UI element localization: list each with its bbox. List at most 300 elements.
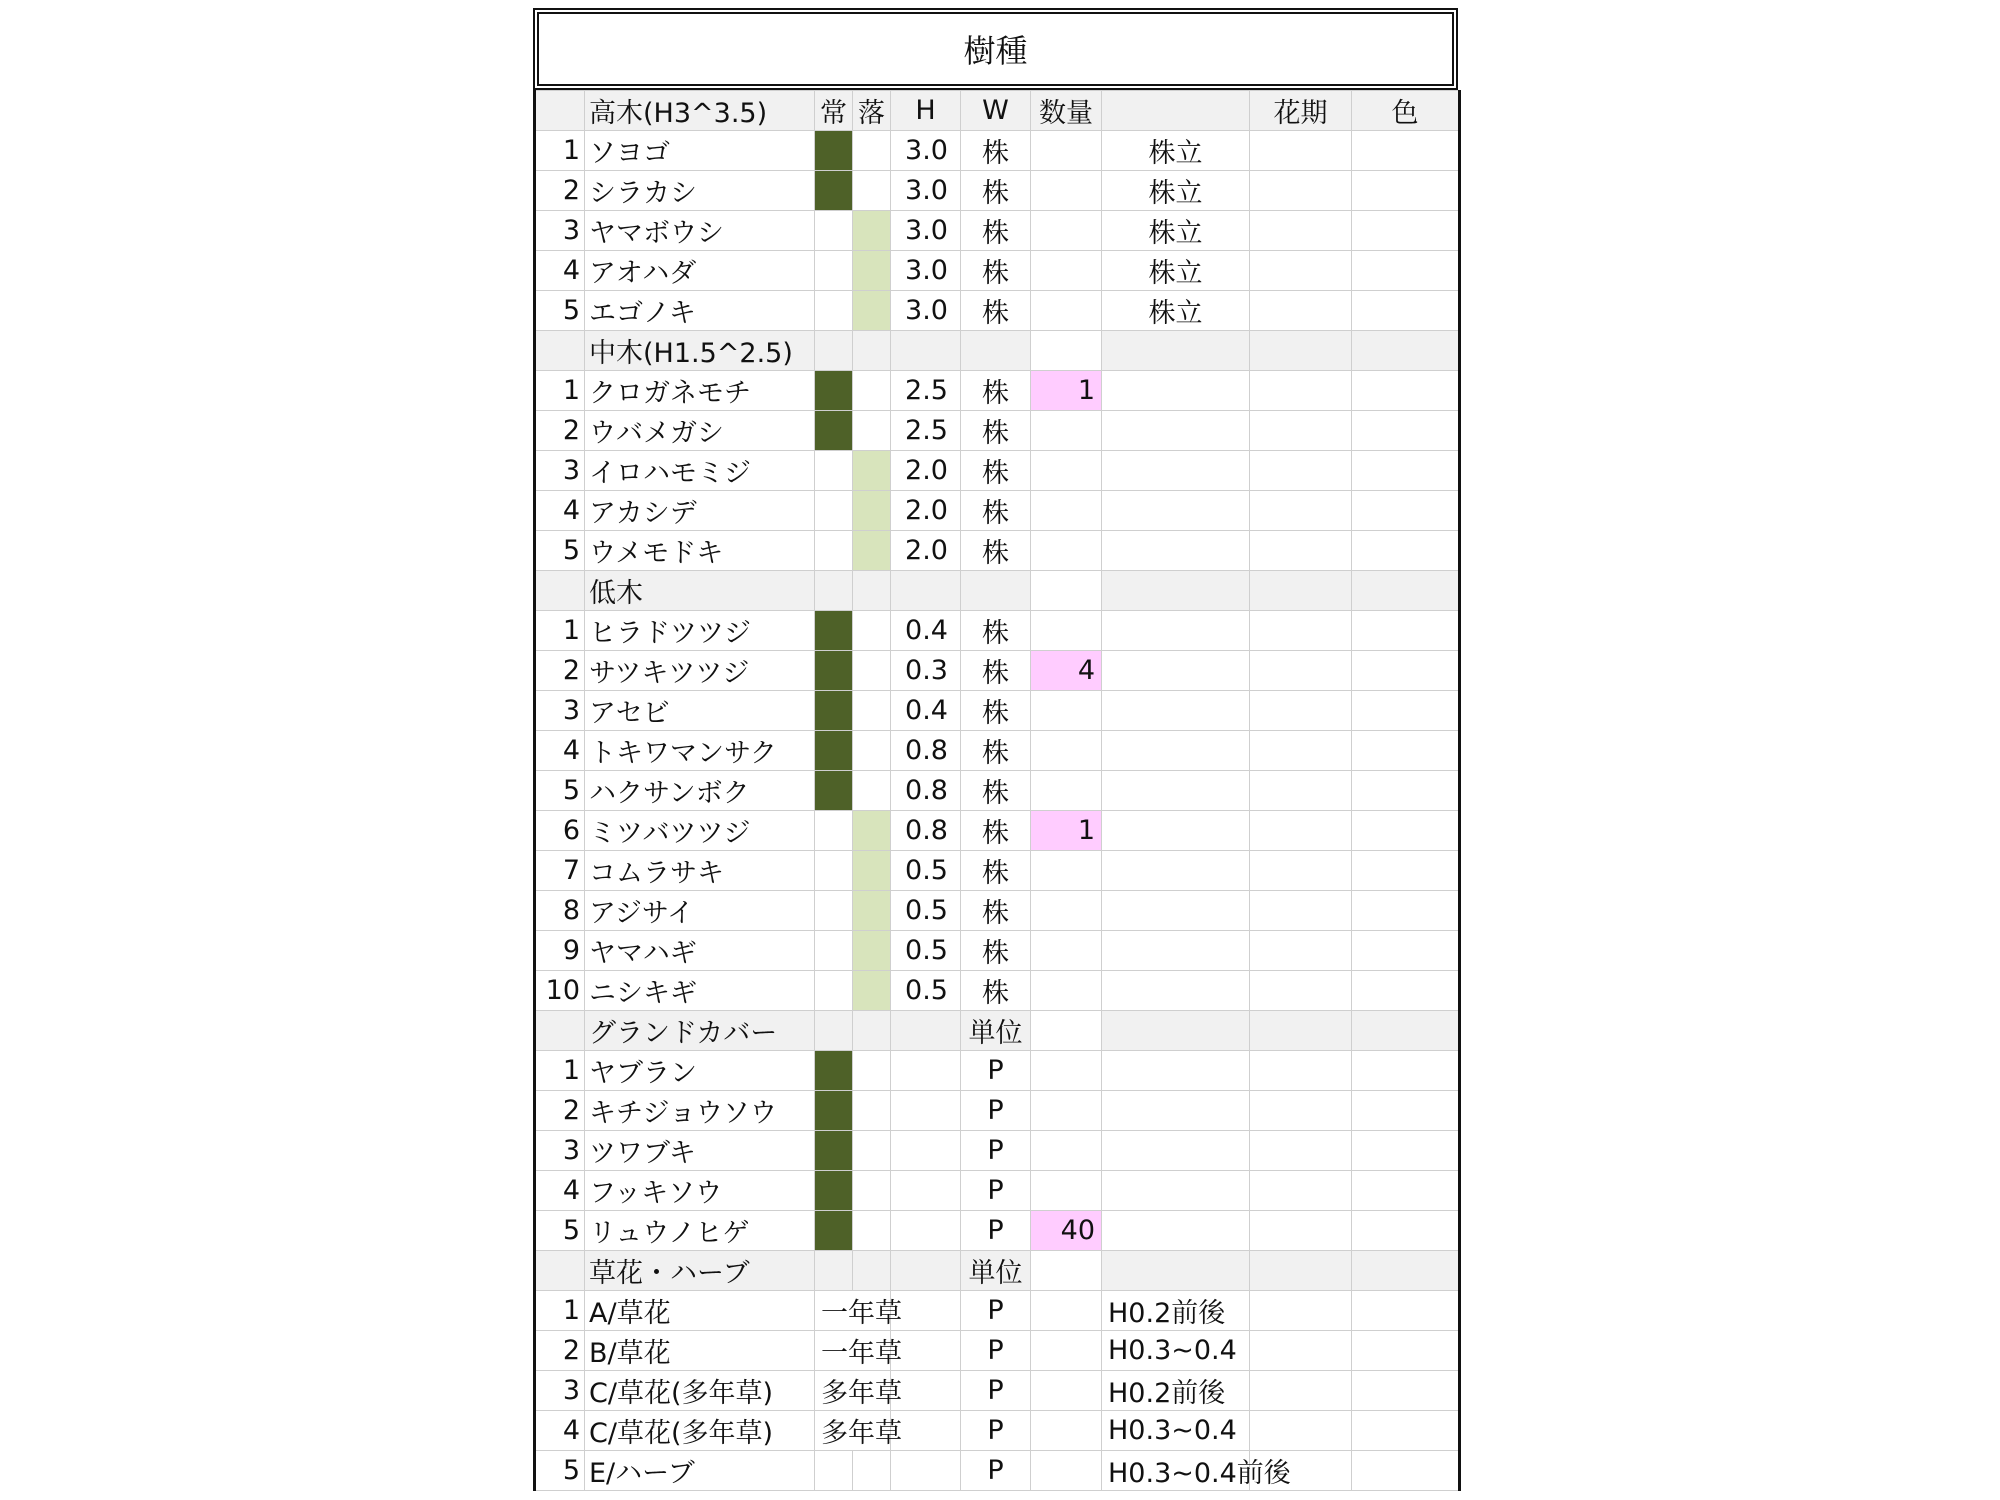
section-deciduous: [853, 1251, 891, 1291]
flower-period-value: [1250, 1171, 1352, 1211]
evergreen-cell: [815, 731, 853, 771]
color-value: [1352, 811, 1460, 851]
height-value: 0.4: [891, 611, 961, 651]
deciduous-cell: [853, 931, 891, 971]
quantity-value: [1031, 691, 1102, 731]
row-number: 4: [535, 491, 585, 531]
flower-period-value: [1250, 1091, 1352, 1131]
section-evergreen: [815, 1011, 853, 1051]
deciduous-cell: [853, 291, 891, 331]
table-row: [535, 251, 1460, 291]
header-row: [535, 91, 1460, 131]
row-number: 5: [535, 771, 585, 811]
evergreen-cell: [815, 931, 853, 971]
quantity-value: [1031, 1091, 1102, 1131]
unit-value: 株: [961, 851, 1031, 891]
evergreen-cell: [815, 611, 853, 651]
color-value: [1352, 1091, 1460, 1131]
header-color: 色: [1352, 91, 1460, 131]
deciduous-cell: [853, 1211, 891, 1251]
unit-value: P: [961, 1051, 1031, 1091]
plant-name: ウメモドキ: [585, 531, 815, 571]
color-value: [1352, 931, 1460, 971]
quantity-value: [1031, 171, 1102, 211]
row-number: 2: [535, 411, 585, 451]
height-value: 0.5: [891, 971, 961, 1011]
row-number: 5: [535, 1451, 585, 1491]
section-num: [535, 1011, 585, 1051]
unit-value: 株: [961, 451, 1031, 491]
plant-name: キチジョウソウ: [585, 1091, 815, 1131]
title-text: 樹種: [963, 32, 1028, 70]
section-unit: 単位: [961, 1251, 1031, 1291]
flower-period-value: [1250, 771, 1352, 811]
table-row: [535, 1211, 1460, 1251]
note-value: [1102, 931, 1250, 971]
section-label: 草花・ハーブ: [585, 1251, 815, 1291]
quantity-value: [1031, 291, 1102, 331]
evergreen-cell: [815, 691, 853, 731]
unit-value: 株: [961, 651, 1031, 691]
plant-name: リュウノヒゲ: [585, 1211, 815, 1251]
deciduous-cell: [853, 411, 891, 451]
color-value: [1352, 891, 1460, 931]
flower-period-value: [1250, 451, 1352, 491]
section-label: 低木: [585, 571, 815, 611]
flower-period-value: [1250, 291, 1352, 331]
color-value: [1352, 291, 1460, 331]
unit-value: 株: [961, 211, 1031, 251]
plant-name: ソヨゴ: [585, 131, 815, 171]
color-value: [1352, 491, 1460, 531]
row-number: 1: [535, 1051, 585, 1091]
section-note: [1102, 1011, 1250, 1051]
quantity-value: 40: [1031, 1211, 1102, 1251]
plant-name: ヤマハギ: [585, 931, 815, 971]
color-value: [1352, 411, 1460, 451]
height-value: 3.0: [891, 131, 961, 171]
height-value: 2.0: [891, 451, 961, 491]
flower-period-value: [1250, 1411, 1352, 1451]
row-number: 4: [535, 1171, 585, 1211]
evergreen-cell: [815, 1451, 853, 1491]
row-number: 5: [535, 291, 585, 331]
note-value: [1102, 971, 1250, 1011]
flower-period-value: [1250, 811, 1352, 851]
table-row: [535, 131, 1460, 171]
section-num: [535, 1251, 585, 1291]
header-evergreen: 常: [815, 91, 853, 131]
note-value: [1102, 851, 1250, 891]
section-unit: 単位: [961, 1011, 1031, 1051]
note-value: 株立: [1102, 251, 1250, 291]
header-name: 高木(H3^3.5): [585, 91, 815, 131]
note-value: [1102, 1211, 1250, 1251]
deciduous-cell: [853, 211, 891, 251]
unit-value: 株: [961, 771, 1031, 811]
row-number: 1: [535, 611, 585, 651]
quantity-value: [1031, 731, 1102, 771]
table-row: [535, 1091, 1460, 1131]
section-header-row: [535, 331, 1460, 371]
flower-period-value: [1250, 211, 1352, 251]
deciduous-cell: [853, 731, 891, 771]
plant-type: 一年草: [815, 1291, 891, 1331]
section-num: [535, 331, 585, 371]
color-value: [1352, 1171, 1460, 1211]
sheet-title: [533, 8, 1458, 90]
deciduous-cell: [853, 891, 891, 931]
note-value: H0.3~0.4前後: [1102, 1451, 1250, 1491]
flower-period-value: [1250, 531, 1352, 571]
note-value: H0.3~0.4: [1102, 1331, 1250, 1371]
table-row: [535, 611, 1460, 651]
section-qty: [1031, 331, 1102, 371]
plant-name: トキワマンサク: [585, 731, 815, 771]
note-value: [1102, 531, 1250, 571]
color-value: [1352, 1051, 1460, 1091]
section-color: [1352, 331, 1460, 371]
evergreen-cell: [815, 851, 853, 891]
deciduous-cell: [853, 1091, 891, 1131]
section-num: [535, 571, 585, 611]
plant-name: ハクサンボク: [585, 771, 815, 811]
note-value: [1102, 411, 1250, 451]
row-number: 3: [535, 691, 585, 731]
color-value: [1352, 691, 1460, 731]
deciduous-cell: [853, 451, 891, 491]
quantity-value: [1031, 1131, 1102, 1171]
quantity-value: [1031, 531, 1102, 571]
flower-period-value: [1250, 171, 1352, 211]
header-w: W: [961, 91, 1031, 131]
height-value: [891, 1051, 961, 1091]
height-value: [891, 1171, 961, 1211]
plant-table: [533, 90, 1461, 1491]
deciduous-cell: [853, 1051, 891, 1091]
quantity-value: [1031, 1451, 1102, 1491]
unit-value: P: [961, 1291, 1031, 1331]
plant-name: B/草花: [585, 1331, 815, 1371]
section-evergreen: [815, 331, 853, 371]
plant-name: アジサイ: [585, 891, 815, 931]
unit-value: 株: [961, 291, 1031, 331]
section-header-row: [535, 571, 1460, 611]
plant-name: アセビ: [585, 691, 815, 731]
row-number: 3: [535, 1131, 585, 1171]
table-row: [535, 1451, 1460, 1491]
row-number: 3: [535, 211, 585, 251]
height-value: 3.0: [891, 171, 961, 211]
table-row: [535, 1131, 1460, 1171]
note-value: [1102, 1171, 1250, 1211]
flower-period-value: [1250, 1371, 1352, 1411]
deciduous-cell: [853, 1131, 891, 1171]
evergreen-cell: [815, 131, 853, 171]
color-value: [1352, 371, 1460, 411]
note-value: H0.2前後: [1102, 1371, 1250, 1411]
deciduous-cell: [853, 691, 891, 731]
section-deciduous: [853, 331, 891, 371]
note-value: [1102, 771, 1250, 811]
color-value: [1352, 1451, 1460, 1491]
section-flower: [1250, 1011, 1352, 1051]
flower-period-value: [1250, 611, 1352, 651]
row-number: 2: [535, 1091, 585, 1131]
height-value: 3.0: [891, 211, 961, 251]
height-value: 0.5: [891, 891, 961, 931]
table-row: [535, 691, 1460, 731]
unit-value: P: [961, 1411, 1031, 1451]
height-value: 0.5: [891, 931, 961, 971]
note-value: [1102, 1131, 1250, 1171]
section-qty: [1031, 571, 1102, 611]
quantity-value: [1031, 251, 1102, 291]
row-number: 2: [535, 651, 585, 691]
evergreen-cell: [815, 971, 853, 1011]
section-note: [1102, 1251, 1250, 1291]
note-value: [1102, 691, 1250, 731]
section-qty: [1031, 1011, 1102, 1051]
note-value: [1102, 611, 1250, 651]
unit-value: 株: [961, 411, 1031, 451]
unit-value: P: [961, 1371, 1031, 1411]
deciduous-cell: [853, 371, 891, 411]
plant-list-sheet: [533, 8, 1458, 1491]
table-row: [535, 971, 1460, 1011]
quantity-value: [1031, 891, 1102, 931]
flower-period-value: [1250, 1331, 1352, 1371]
color-value: [1352, 1411, 1460, 1451]
deciduous-cell: [853, 811, 891, 851]
plant-name: フッキソウ: [585, 1171, 815, 1211]
header-h: H: [891, 91, 961, 131]
row-number: 6: [535, 811, 585, 851]
table-row: [535, 531, 1460, 571]
row-number: 3: [535, 451, 585, 491]
plant-table-body: [535, 91, 1460, 1491]
table-row: [535, 851, 1460, 891]
unit-value: 株: [961, 171, 1031, 211]
flower-period-value: [1250, 931, 1352, 971]
plant-name: C/草花(多年草): [585, 1371, 815, 1411]
row-number: 3: [535, 1371, 585, 1411]
height-value: 3.0: [891, 251, 961, 291]
row-number: 2: [535, 1331, 585, 1371]
plant-name: サツキツツジ: [585, 651, 815, 691]
section-header-row: [535, 1011, 1460, 1051]
deciduous-cell: [853, 171, 891, 211]
unit-value: P: [961, 1091, 1031, 1131]
deciduous-cell: [853, 851, 891, 891]
evergreen-cell: [815, 1091, 853, 1131]
section-color: [1352, 571, 1460, 611]
height-value: [891, 1451, 961, 1491]
unit-value: 株: [961, 131, 1031, 171]
unit-value: 株: [961, 611, 1031, 651]
plant-name: ニシキギ: [585, 971, 815, 1011]
flower-period-value: [1250, 691, 1352, 731]
quantity-value: [1031, 1291, 1102, 1331]
section-h: [891, 1011, 961, 1051]
height-value: 0.5: [891, 851, 961, 891]
flower-period-value: [1250, 1051, 1352, 1091]
row-number: 1: [535, 131, 585, 171]
row-number: 1: [535, 1291, 585, 1331]
deciduous-cell: [853, 971, 891, 1011]
plant-name: ヤマボウシ: [585, 211, 815, 251]
flower-period-value: [1250, 1291, 1352, 1331]
quantity-value: [1031, 491, 1102, 531]
evergreen-cell: [815, 811, 853, 851]
section-flower: [1250, 331, 1352, 371]
note-value: [1102, 891, 1250, 931]
flower-period-value: [1250, 651, 1352, 691]
table-row: [535, 451, 1460, 491]
evergreen-cell: [815, 171, 853, 211]
plant-name: ミツバツツジ: [585, 811, 815, 851]
quantity-value: [1031, 1411, 1102, 1451]
plant-name: ヤブラン: [585, 1051, 815, 1091]
unit-value: P: [961, 1131, 1031, 1171]
section-qty: [1031, 1251, 1102, 1291]
note-value: [1102, 811, 1250, 851]
flower-period-value: [1250, 891, 1352, 931]
header-flower: 花期: [1250, 91, 1352, 131]
section-color: [1352, 1251, 1460, 1291]
quantity-value: [1031, 931, 1102, 971]
evergreen-cell: [815, 291, 853, 331]
plant-name: イロハモミジ: [585, 451, 815, 491]
section-evergreen: [815, 571, 853, 611]
height-value: 0.8: [891, 731, 961, 771]
quantity-value: [1031, 451, 1102, 491]
unit-value: 株: [961, 931, 1031, 971]
color-value: [1352, 1371, 1460, 1411]
table-row: [535, 651, 1460, 691]
flower-period-value: [1250, 411, 1352, 451]
plant-name: コムラサキ: [585, 851, 815, 891]
plant-type: 一年草: [815, 1331, 891, 1371]
color-value: [1352, 611, 1460, 651]
unit-value: 株: [961, 251, 1031, 291]
quantity-value: 4: [1031, 651, 1102, 691]
section-note: [1102, 571, 1250, 611]
color-value: [1352, 531, 1460, 571]
color-value: [1352, 971, 1460, 1011]
plant-name: C/草花(多年草): [585, 1411, 815, 1451]
quantity-value: [1031, 411, 1102, 451]
quantity-value: [1031, 1331, 1102, 1371]
quantity-value: [1031, 211, 1102, 251]
header-qty: 数量: [1031, 91, 1102, 131]
flower-period-value: [1250, 1131, 1352, 1171]
unit-value: 株: [961, 891, 1031, 931]
note-value: [1102, 651, 1250, 691]
section-unit: [961, 331, 1031, 371]
flower-period-value: [1250, 491, 1352, 531]
section-note: [1102, 331, 1250, 371]
row-number: 4: [535, 251, 585, 291]
row-number: 9: [535, 931, 585, 971]
deciduous-cell: [853, 491, 891, 531]
row-number: 5: [535, 531, 585, 571]
note-value: [1102, 451, 1250, 491]
height-value: 0.3: [891, 651, 961, 691]
plant-name: クロガネモチ: [585, 371, 815, 411]
color-value: [1352, 731, 1460, 771]
table-row: [535, 371, 1460, 411]
quantity-value: 1: [1031, 811, 1102, 851]
table-row: [535, 771, 1460, 811]
unit-value: 株: [961, 531, 1031, 571]
table-row: [535, 211, 1460, 251]
plant-type: 多年草: [815, 1371, 891, 1411]
table-row: [535, 411, 1460, 451]
plant-name: E/ハーブ: [585, 1451, 815, 1491]
unit-value: 株: [961, 491, 1031, 531]
unit-value: 株: [961, 971, 1031, 1011]
height-value: 0.8: [891, 811, 961, 851]
plant-name: ツワブキ: [585, 1131, 815, 1171]
unit-value: P: [961, 1331, 1031, 1371]
table-row: [535, 731, 1460, 771]
evergreen-cell: [815, 451, 853, 491]
plant-name: アカシデ: [585, 491, 815, 531]
note-value: [1102, 491, 1250, 531]
quantity-value: [1031, 851, 1102, 891]
note-value: H0.2前後: [1102, 1291, 1250, 1331]
height-value: [891, 1091, 961, 1131]
flower-period-value: [1250, 1211, 1352, 1251]
color-value: [1352, 651, 1460, 691]
deciduous-cell: [853, 131, 891, 171]
color-value: [1352, 771, 1460, 811]
row-number: 10: [535, 971, 585, 1011]
section-h: [891, 571, 961, 611]
section-header-row: [535, 1251, 1460, 1291]
color-value: [1352, 251, 1460, 291]
quantity-value: [1031, 971, 1102, 1011]
header-note: [1102, 91, 1250, 131]
height-value: 2.5: [891, 371, 961, 411]
color-value: [1352, 131, 1460, 171]
unit-value: P: [961, 1211, 1031, 1251]
plant-name: アオハダ: [585, 251, 815, 291]
evergreen-cell: [815, 1051, 853, 1091]
unit-value: 株: [961, 371, 1031, 411]
header-num: [535, 91, 585, 131]
color-value: [1352, 1131, 1460, 1171]
row-number: 8: [535, 891, 585, 931]
color-value: [1352, 1211, 1460, 1251]
table-row: [535, 1171, 1460, 1211]
table-row: [535, 1291, 1460, 1331]
note-value: [1102, 371, 1250, 411]
evergreen-cell: [815, 891, 853, 931]
height-value: 2.0: [891, 491, 961, 531]
quantity-value: [1031, 1051, 1102, 1091]
height-value: 3.0: [891, 291, 961, 331]
table-row: [535, 1411, 1460, 1451]
note-value: 株立: [1102, 131, 1250, 171]
section-deciduous: [853, 1011, 891, 1051]
color-value: [1352, 211, 1460, 251]
note-value: 株立: [1102, 211, 1250, 251]
quantity-value: [1031, 611, 1102, 651]
flower-period-value: [1250, 251, 1352, 291]
height-value: 2.0: [891, 531, 961, 571]
